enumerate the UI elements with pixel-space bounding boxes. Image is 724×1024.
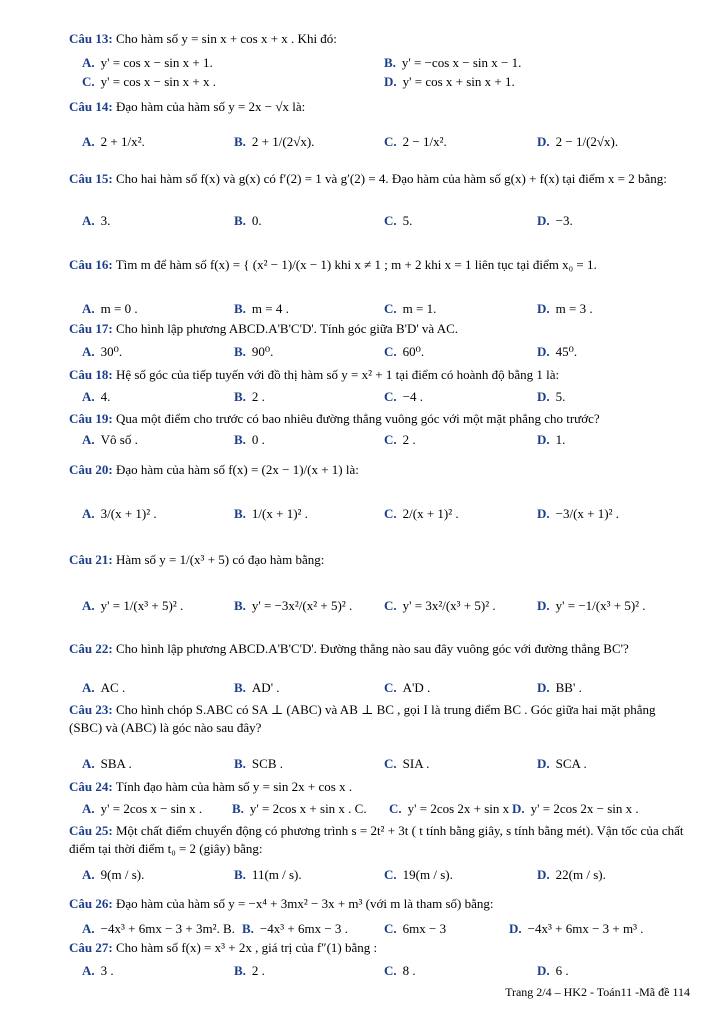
question-text: Cho hai hàm số f(x) và g(x) có f′(2) = 1 và g′(2) = 4. Đạo hàm của hàm số g(x) + f(x) tại điểm x = 2 bằng: <box>115 171 667 186</box>
question-17 <box>69 320 691 338</box>
option-d[interactable]: D. 2 − 1/(2√x). <box>537 134 619 149</box>
option-a[interactable]: A. y' = 1/(x³ + 5)² . <box>82 598 184 613</box>
option-c[interactable]: C. 19(m / s). <box>384 867 453 882</box>
option-b[interactable]: B. 11(m / s). <box>234 867 302 882</box>
question-label: Câu 26: <box>69 896 113 911</box>
option-a[interactable]: A. y' = 2cos x − sin x . <box>82 801 203 816</box>
option-c[interactable]: C. 2/(x + 1)² . <box>384 506 459 521</box>
option-d[interactable]: D. 45⁰. <box>537 344 578 359</box>
question-label: Câu 15: <box>69 171 113 186</box>
option-b[interactable]: B. AD' . <box>234 680 280 695</box>
option-c[interactable]: C. −4 . <box>384 389 423 404</box>
question-label: Câu 18: <box>69 367 113 382</box>
option-d[interactable]: D. −3/(x + 1)² . <box>537 506 619 521</box>
question-text: Tìm m để hàm số f(x) = { (x² − 1)/(x − 1) khi x ≠ 1 ; m + 2 khi x = 1 liên tục tại điểm x₀ = 1. <box>115 257 597 272</box>
option-a[interactable]: A. −4x³ + 6mx − 3 + 3m². B. <box>82 921 235 936</box>
question-text: Đạo hàm của hàm số y = −x⁴ + 3mx² − 3x + m³ (với m là tham số) bằng: <box>115 896 494 911</box>
question-27 <box>69 939 691 957</box>
option-c[interactable]: C. 2 . <box>384 432 416 447</box>
option-d[interactable]: D. m = 3 . <box>537 301 593 316</box>
question-label: Câu 14: <box>69 99 113 114</box>
options-13-row2 <box>82 73 692 93</box>
option-a[interactable]: A. 3. <box>82 213 111 228</box>
option-c[interactable]: C. A'D . <box>384 680 431 695</box>
page-footer: Trang 2/4 – HK2 - Toán11 -Mã đề 114 <box>505 985 690 999</box>
question-20 <box>69 461 691 479</box>
option-b[interactable]: B. m = 4 . <box>234 301 289 316</box>
option-b[interactable]: B. −4x³ + 6mx − 3 . <box>242 921 348 936</box>
option-b[interactable]: B. y' = 2cos x + sin x . C. <box>232 801 367 816</box>
option-c[interactable]: C. 2 − 1/x². <box>384 134 447 149</box>
option-c[interactable]: C. 60⁰. <box>384 344 425 359</box>
option-a[interactable]: A. 3 . <box>82 963 114 978</box>
question-text: Một chất điểm chuyển động có phương trình s = 2t² + 3t ( t tính bằng giây, s tính bằng mét). Vận tốc của chất điểm tại thời điểm t₀ = 2 (giây) bằng: <box>69 823 684 856</box>
question-label: Câu 20: <box>69 462 113 477</box>
option-d[interactable]: D. y' = −1/(x³ + 5)² . <box>537 598 646 613</box>
question-16 <box>69 256 691 274</box>
option-d[interactable]: D. 5. <box>537 389 566 404</box>
question-text: Cho hình chóp S.ABC có SA ⊥ (ABC) và AB ⊥ BC , gọi I là trung điểm BC . Góc giữa hai mặt phẳng (SBC) và (ABC) là góc nào sau đây? <box>69 702 656 735</box>
option-b[interactable]: B. y' = −cos x − sin x − 1. <box>384 55 522 70</box>
option-c[interactable]: C. y' = 2cos 2x + sin x . <box>389 801 516 816</box>
option-a[interactable]: A. 9(m / s). <box>82 867 145 882</box>
options-15 <box>82 212 692 232</box>
options-13-row1 <box>82 54 692 74</box>
option-b[interactable]: B. 90⁰. <box>234 344 274 359</box>
question-25 <box>69 822 691 858</box>
question-label: Câu 25: <box>69 823 113 838</box>
option-d[interactable]: D. 22(m / s). <box>537 867 606 882</box>
option-b[interactable]: B. 0 . <box>234 432 265 447</box>
question-23 <box>69 701 691 737</box>
option-c[interactable]: C. SIA . <box>384 756 430 771</box>
options-18 <box>82 388 692 408</box>
option-a[interactable]: A. Vô số . <box>82 432 138 447</box>
question-text: Cho hàm số f(x) = x³ + 2x , giá trị của f″(1) bằng : <box>115 940 378 955</box>
options-22 <box>82 679 692 699</box>
options-17 <box>82 343 692 363</box>
option-c[interactable]: C. y' = 3x²/(x³ + 5)² . <box>384 598 496 613</box>
option-d[interactable]: D. 1. <box>537 432 566 447</box>
question-text: Cho hình lập phương ABCD.A'B'C'D'. Đường thẳng nào sau đây vuông góc với đường thẳng BC'? <box>115 641 629 656</box>
options-23 <box>82 755 692 775</box>
options-24 <box>82 800 692 820</box>
question-label: Câu 17: <box>69 321 113 336</box>
option-d[interactable]: D. y' = cos x + sin x + 1. <box>384 74 515 89</box>
question-label: Câu 21: <box>69 552 113 567</box>
option-d[interactable]: D. 6 . <box>537 963 569 978</box>
option-d[interactable]: D. SCA . <box>537 756 587 771</box>
question-18 <box>69 366 691 384</box>
options-19 <box>82 431 692 451</box>
question-text: Đạo hàm của hàm số f(x) = (2x − 1)/(x + 1) là: <box>115 462 359 477</box>
options-27 <box>82 962 692 982</box>
option-b[interactable]: B. 2 + 1/(2√x). <box>234 134 315 149</box>
option-c[interactable]: C. y' = cos x − sin x + x . <box>82 74 216 89</box>
options-21 <box>82 597 692 617</box>
option-c[interactable]: C. 6mx − 3 <box>384 921 447 936</box>
question-text: Hàm số y = 1/(x³ + 5) có đạo hàm bằng: <box>115 552 325 567</box>
question-text: Tính đạo hàm của hàm số y = sin 2x + cos x . <box>115 779 353 794</box>
option-a[interactable]: A. y' = cos x − sin x + 1. <box>82 55 213 70</box>
option-d[interactable]: D. −4x³ + 6mx − 3 + m³ . <box>509 921 644 936</box>
question-label: Câu 23: <box>69 702 113 717</box>
option-b[interactable]: B. 2 . <box>234 963 265 978</box>
options-26 <box>82 920 692 940</box>
option-b[interactable]: B. 2 . <box>234 389 265 404</box>
question-21 <box>69 551 691 569</box>
option-d[interactable]: D. BB' . <box>537 680 582 695</box>
question-label: Câu 24: <box>69 779 113 794</box>
option-a[interactable]: A. 4. <box>82 389 111 404</box>
option-a[interactable]: A. 30⁰. <box>82 344 123 359</box>
option-a[interactable]: A. AC . <box>82 680 126 695</box>
option-a[interactable]: A. 2 + 1/x². <box>82 134 145 149</box>
question-label: Câu 16: <box>69 257 113 272</box>
option-a[interactable]: A. m = 0 . <box>82 301 138 316</box>
question-19 <box>69 410 691 428</box>
question-text: Cho hàm số y = sin x + cos x + x . Khi đó: <box>115 31 337 46</box>
options-25 <box>82 866 692 886</box>
options-20 <box>82 505 692 525</box>
options-16 <box>82 300 692 320</box>
option-d[interactable]: D. y' = 2cos 2x − sin x . <box>512 801 639 816</box>
question-text: Hệ số góc của tiếp tuyến với đồ thị hàm số y = x² + 1 tại điểm có hoành độ bằng 1 là: <box>115 367 560 382</box>
option-a[interactable]: A. 3/(x + 1)² . <box>82 506 157 521</box>
question-24 <box>69 778 691 796</box>
options-14 <box>82 133 692 153</box>
question-label: Câu 22: <box>69 641 113 656</box>
option-b[interactable]: B. y' = −3x²/(x² + 5)² . <box>234 598 353 613</box>
question-label: Câu 27: <box>69 940 113 955</box>
question-22 <box>69 640 691 658</box>
option-b[interactable]: B. 0. <box>234 213 262 228</box>
option-c[interactable]: C. 8 . <box>384 963 416 978</box>
option-c[interactable]: C. m = 1. <box>384 301 437 316</box>
question-15 <box>69 170 691 188</box>
question-label: Câu 13: <box>69 31 113 46</box>
option-c[interactable]: C. 5. <box>384 213 413 228</box>
option-b[interactable]: B. SCB . <box>234 756 283 771</box>
option-a[interactable]: A. SBA . <box>82 756 132 771</box>
question-13 <box>69 30 691 48</box>
question-label: Câu 19: <box>69 411 113 426</box>
question-text: Đạo hàm của hàm số y = 2x − √x là: <box>115 99 306 114</box>
question-text: Cho hình lập phương ABCD.A'B'C'D'. Tính góc giữa B'D' và AC. <box>115 321 459 336</box>
option-d[interactable]: D. −3. <box>537 213 573 228</box>
question-text: Qua một điểm cho trước có bao nhiêu đường thẳng vuông góc với một mặt phẳng cho trước? <box>115 411 600 426</box>
option-b[interactable]: B. 1/(x + 1)² . <box>234 506 308 521</box>
question-14 <box>69 98 691 116</box>
question-26 <box>69 895 691 913</box>
